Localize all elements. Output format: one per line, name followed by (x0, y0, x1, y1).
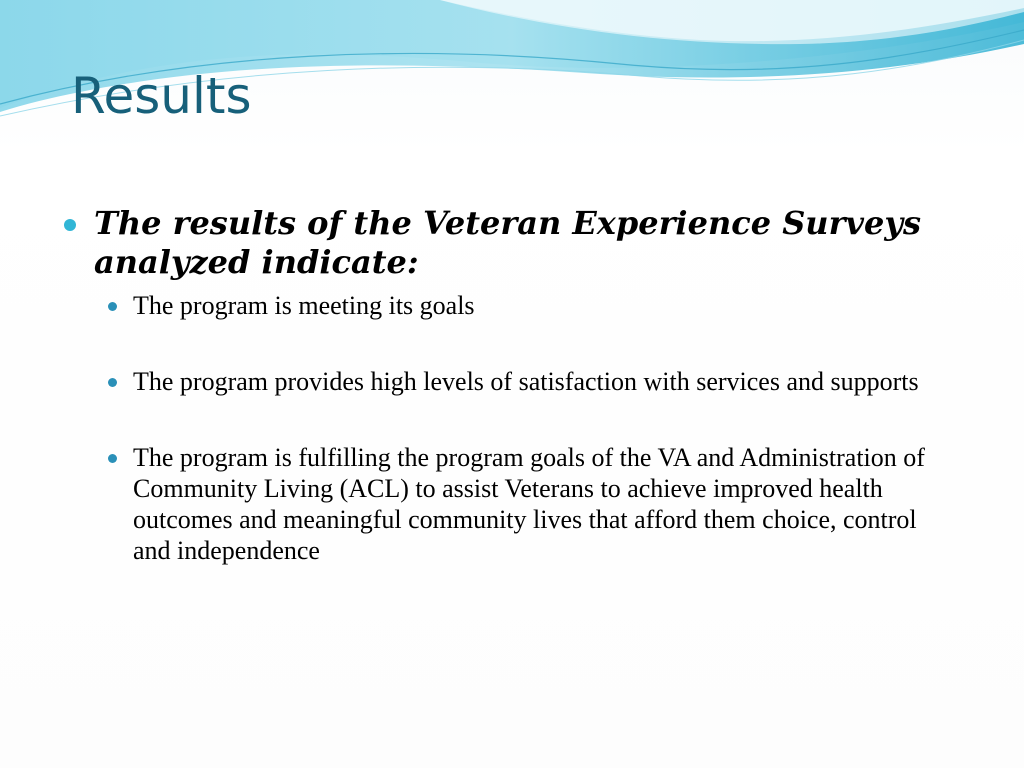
sub-bullet-text: The program is fulfilling the program goals of the VA and Administration of Community Living (ACL) to assist Veterans to achieve improved health outcomes and meaningful community lives that afford them choice, control and independence (133, 443, 925, 565)
sub-bullet-item (60, 442, 960, 566)
sub-bullet-item (60, 366, 960, 397)
sub-bullet-list (60, 290, 960, 566)
bullet-dot-icon (108, 454, 117, 463)
slide-title: Results (71, 67, 252, 125)
bullet-dot-icon (108, 378, 117, 387)
main-bullet-item (60, 204, 960, 282)
bullet-dot-icon (64, 219, 76, 231)
sub-bullet-item (60, 290, 960, 321)
sub-bullet-text: The program is meeting its goals (133, 291, 475, 320)
main-bullet-text: The results of the Veteran Experience Surveys analyzed indicate: (94, 204, 921, 281)
bullet-dot-icon (108, 302, 117, 311)
sub-bullet-text: The program provides high levels of satisfaction with services and supports (133, 367, 919, 396)
slide-content (60, 204, 960, 611)
